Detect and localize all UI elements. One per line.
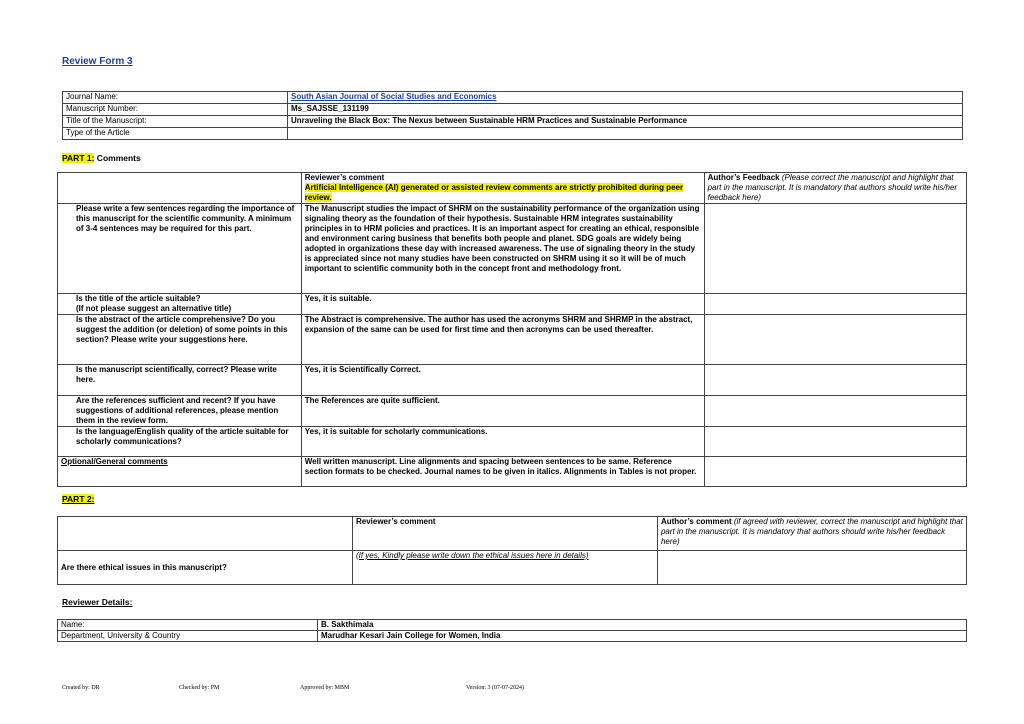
manuscript-title-row — [63, 116, 963, 128]
form-title: Review Form 3 — [62, 56, 133, 67]
author-feedback-cell[interactable] — [704, 396, 966, 427]
optional-comments-value: Well written manuscript. Line alignments and spacing between sentences to be same. Reference section formats to be checked. Journal names to be given in italics. Alignments in Tables is not proper. — [301, 457, 704, 487]
question-title: Is the title of the article suitable? (If not please suggest an alternative title) — [58, 294, 302, 315]
answer-references: The References are quite sufficient. — [301, 396, 704, 427]
reviewer-details-table — [57, 619, 967, 642]
manuscript-number-label: Manuscript Number: — [63, 104, 288, 116]
answer-scientific: Yes, it is Scientifically Correct. — [301, 365, 704, 396]
author-feedback-note: (Please correct the manuscript and highlight that part in the manuscript. It is mandatory that authors should write his/her feedback here) — [707, 173, 958, 202]
part2-author-note: (if agreed with reviewer, correct the manuscript and highlight that part in the manuscript. It is mandatory that authors should write his/her feedback here) — [660, 517, 963, 546]
part2-reviewer-header: Reviewer’s comment — [352, 517, 657, 551]
author-feedback-cell[interactable] — [704, 294, 966, 315]
reviewer-name-row — [58, 620, 967, 631]
answer-title: Yes, it is suitable. — [301, 294, 704, 315]
author-feedback-cell[interactable] — [704, 427, 966, 457]
part1-row — [58, 396, 967, 427]
part2-author-header — [657, 517, 966, 551]
question-importance: Please write a few sentences regarding the importance of this manuscript for the scientific community. A minimum of 3-4 sentences may be required for this part. — [58, 204, 302, 294]
article-type-row — [63, 128, 963, 140]
author-feedback-cell[interactable] — [704, 365, 966, 396]
question-scientific: Is the manuscript scientifically, correct? Please write here. — [58, 365, 302, 396]
answer-importance: The Manuscript studies the impact of SHRM on the sustainability performance of the organization using signaling theory as the foundation of their hypothesis. Sustainable HRM integrates sustainability principles in to HRM policies and practices. It is an important aspect for creating an ethical, responsible and environment caring business that benefits both people and planet. SDG goals are widely being adopted in organizations these day with increased awareness. The use of signaling theory in the study is appreciated since not many studies have been constructed on SHRM using it so it will be of much important to scientific community both in the concept front and methodology front. — [301, 204, 704, 294]
part1-row — [58, 427, 967, 457]
author-feedback-cell[interactable] — [704, 457, 966, 487]
ai-notice: Artificial Intelligence (AI) generated or assisted review comments are strictly prohibited during peer review. — [304, 183, 684, 202]
footer-checked: Checked by: PM — [179, 685, 220, 691]
reviewer-dept-value: Marudhar Kesari Jain College for Women, India — [318, 631, 967, 642]
author-feedback-cell[interactable] — [704, 315, 966, 365]
part1-label: PART 1: — [62, 153, 95, 163]
part2-header-empty — [58, 517, 353, 551]
optional-comments-label: Optional/General comments — [58, 457, 302, 487]
part1-row — [58, 365, 967, 396]
journal-label: Journal Name: — [63, 92, 288, 104]
footer-approved: Approved by: MBM — [300, 685, 350, 691]
ethical-question: Are there ethical issues in this manuscript? — [58, 551, 353, 585]
manuscript-info-table — [62, 91, 963, 140]
part2-label: PART 2: — [62, 494, 95, 504]
part1-row — [58, 204, 967, 294]
part2-author-title: Author’s comment — [660, 517, 732, 526]
part1-heading — [62, 153, 141, 163]
journal-row — [63, 92, 963, 104]
reviewer-name-label: Name: — [58, 620, 318, 631]
question-abstract: Is the abstract of the article comprehensive? Do you suggest the addition (or deletion) of some points in this section? Please write your suggestions here. — [58, 315, 302, 365]
optional-comments-row — [58, 457, 967, 487]
part1-row — [58, 294, 967, 315]
manuscript-number-row — [63, 104, 963, 116]
part2-author-cell[interactable] — [657, 551, 966, 585]
part2-table — [57, 516, 967, 585]
ethical-hint[interactable]: (If yes, Kindly please write down the ethical issues here in details) — [352, 551, 657, 585]
part1-header-row — [58, 173, 967, 204]
article-type-label: Type of the Article — [63, 128, 288, 140]
manuscript-title-value: Unraveling the Black Box: The Nexus between Sustainable HRM Practices and Sustainable Performance — [288, 116, 963, 128]
reviewer-comment-title: Reviewer’s comment — [304, 173, 385, 182]
question-references: Are the references sufficient and recent? If you have suggestions of additional references, please mention them in the review form. — [58, 396, 302, 427]
ethical-row — [58, 551, 967, 585]
footer-version: Version: 3 (07-07-2024) — [466, 685, 524, 691]
part2-heading — [62, 494, 94, 504]
author-feedback-header — [704, 173, 966, 204]
author-feedback-cell[interactable] — [704, 204, 966, 294]
journal-link[interactable]: South Asian Journal of Social Studies and Economics — [291, 92, 497, 101]
part1-comments-table — [57, 172, 967, 487]
manuscript-number-value: Ms_SAJSSE_131199 — [288, 104, 963, 116]
part1-label-suffix: Comments — [94, 153, 141, 163]
article-type-value — [288, 128, 963, 140]
reviewer-comment-header — [301, 173, 704, 204]
footer-created: Created by: DR — [62, 685, 100, 691]
answer-abstract: The Abstract is comprehensive. The author has used the acronyms SHRM and SHRMP in the abstract, expansion of the same can be used for first time and then acronyms can be used thereafter. — [301, 315, 704, 365]
answer-language: Yes, it is suitable for scholarly communications. — [301, 427, 704, 457]
part1-row — [58, 315, 967, 365]
part1-header-empty — [58, 173, 302, 204]
manuscript-title-label: Title of the Manuscript: — [63, 116, 288, 128]
part2-header-row — [58, 517, 967, 551]
reviewer-dept-row — [58, 631, 967, 642]
author-feedback-title: Author’s Feedback — [707, 173, 780, 182]
reviewer-details-heading: Reviewer Details: — [62, 597, 133, 607]
reviewer-dept-label: Department, University & Country — [58, 631, 318, 642]
question-language: Is the language/English quality of the article suitable for scholarly communications? — [58, 427, 302, 457]
reviewer-name-value: B. Sakthimala — [318, 620, 967, 631]
